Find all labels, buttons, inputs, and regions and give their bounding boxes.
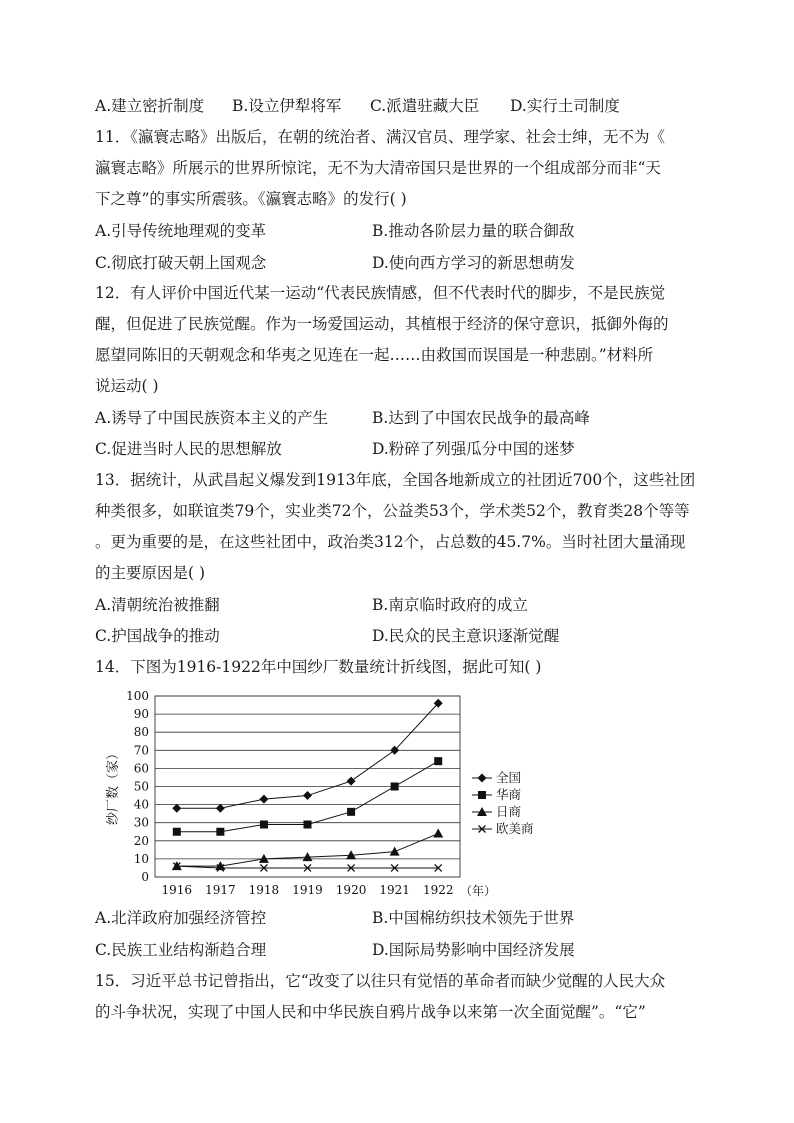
q13-stem-line-3: 。更为重要的是，在这些社团中，政治类312个，占总数的45.7%。当时社团大量涌现	[95, 533, 686, 551]
y-tick-label-10: 10	[133, 851, 149, 866]
y-tick-label-20: 20	[133, 833, 149, 848]
q11-stem-line-3: 下之尊”的事实所震骇。《瀛寰志略》的发行( )	[95, 190, 407, 208]
x-axis-unit: （年）	[460, 884, 497, 898]
data-point-square-1916	[173, 828, 181, 836]
x-tick-label-1921: 1921	[379, 883, 410, 897]
q11-option-b: B.推动各阶层力量的联合御敌	[372, 222, 575, 240]
q12-option-a: A.诱导了中国民族资本主义的产生	[95, 409, 329, 427]
q11-option-a: A.引导传统地理观的变革	[95, 222, 267, 240]
data-point-square-1922	[434, 757, 442, 765]
y-tick-label-80: 80	[133, 725, 149, 740]
data-point-square-1919	[304, 821, 312, 829]
q14-option-c: C.民族工业结构渐趋合理	[95, 941, 267, 959]
y-tick-label-90: 90	[133, 707, 149, 722]
q11-option-c: C.彻底打破天朝上国观念	[95, 254, 267, 272]
q10-option-c: C.派遣驻藏大臣	[370, 97, 480, 115]
q11-option-d: D.使向西方学习的新思想萌发	[372, 254, 575, 272]
data-point-square-1921	[391, 783, 399, 791]
x-tick-label-1920: 1920	[335, 883, 367, 897]
x-tick-label-1916: 1916	[161, 883, 193, 897]
y-tick-label-100: 100	[126, 689, 149, 703]
x-tick-label-1918: 1918	[248, 883, 280, 897]
q14-option-d: D.国际局势影响中国经济发展	[372, 941, 575, 959]
y-tick-label-40: 40	[133, 797, 149, 812]
legend-label-triangle: 日商	[496, 804, 522, 819]
q15-stem-line-1: 15．习近平总书记曾指出，它“改变了以往只有觉悟的革命者而缺少觉醒的人民大众	[95, 972, 666, 990]
q12-option-c: C.促进当时人民的思想解放	[95, 440, 282, 458]
y-tick-label-0: 0	[141, 870, 149, 884]
data-point-diamond-1917	[216, 804, 225, 813]
q10-option-d: D.实行土司制度	[510, 97, 620, 115]
y-tick-label-70: 70	[133, 743, 149, 758]
x-tick-label-1917: 1917	[205, 883, 236, 897]
series-line-triangle	[177, 834, 438, 867]
data-point-diamond-1920	[347, 777, 356, 786]
y-tick-label-50: 50	[133, 779, 149, 794]
q13-option-d: D.民众的民主意识逐渐觉醒	[372, 627, 560, 645]
y-tick-label-60: 60	[133, 761, 149, 776]
legend-label-square: 华商	[496, 787, 522, 802]
q14-stem-line-1: 14．下图为1916-1922年中国纱厂数量统计折线图，据此可知( )	[95, 658, 542, 676]
q14-option-b: B.中国棉纺织技术领先于世界	[372, 909, 575, 927]
x-tick-label-1919: 1919	[292, 883, 323, 897]
data-point-diamond-1918	[259, 795, 268, 804]
q12-stem-line-2: 醒，但促进了民族觉醒。作为一场爱国运动，其植根于经济的保守意识，抵御外侮的	[95, 315, 669, 333]
q11-stem-line-2: 瀛寰志略》所展示的世界所惊诧，无不为大清帝国只是世界的一个组成部分而非“天	[95, 159, 661, 177]
q11-stem-line-1: 11．《瀛寰志略》出版后，在朝的统治者、满汉官员、理学家、社会士绅，无不为《	[95, 128, 665, 146]
legend-label-cross: 欧美商	[496, 821, 534, 836]
y-axis-label: 纱厂数（家）	[106, 746, 121, 826]
q13-option-c: C.护国战争的推动	[95, 627, 220, 645]
q13-option-a: A.清朝统治被推翻	[95, 596, 220, 614]
q13-stem-line-2: 种类很多，如联谊类79个，实业类72个，公益类53个，学术类52个，教育类28个等等	[95, 502, 690, 520]
data-point-triangle-1922	[433, 829, 443, 838]
legend-label-diamond: 全国	[496, 770, 522, 785]
q12-stem-line-3: 愿望同陈旧的天朝观念和华夷之见连在一起……由救国而误国是一种悲剧。”材料所	[95, 346, 654, 364]
spinning-mills-line-chart	[100, 686, 560, 900]
q12-option-b: B.达到了中国农民战争的最高峰	[372, 409, 590, 427]
q12-option-d: D.粉碎了列强瓜分中国的迷梦	[372, 440, 575, 458]
q13-stem-line-1: 13．据统计，从武昌起义爆发到1913年底，全国各地新成立的社团近700个，这些社团	[95, 471, 696, 489]
q12-stem-line-1: 12．有人评价中国近代某一运动“代表民族情感，但不代表时代的脚步，不是民族觉	[95, 284, 666, 302]
legend-marker-square	[478, 791, 486, 799]
data-point-square-1917	[216, 828, 224, 836]
legend-marker-diamond	[478, 774, 487, 783]
q12-stem-line-4: 说运动( )	[95, 377, 159, 395]
q14-option-a: A.北洋政府加强经济管控	[95, 909, 267, 927]
q10-option-b: B.设立伊犁将军	[232, 97, 342, 115]
q13-stem-line-4: 的主要原因是( )	[95, 564, 206, 582]
data-point-diamond-1916	[172, 804, 181, 813]
q10-option-a: A.建立密折制度	[95, 97, 205, 115]
data-point-square-1920	[347, 808, 355, 816]
y-tick-label-30: 30	[133, 815, 149, 830]
q13-option-b: B.南京临时政府的成立	[372, 596, 528, 614]
data-point-diamond-1919	[303, 791, 312, 800]
q15-stem-line-2: 的斗争状况，实现了中国人民和中华民族自鸦片战争以来第一次全面觉醒”。“它”	[95, 1003, 646, 1021]
x-tick-label-1922: 1922	[422, 883, 454, 897]
data-point-triangle-1921	[390, 847, 400, 856]
data-point-square-1918	[260, 821, 268, 829]
